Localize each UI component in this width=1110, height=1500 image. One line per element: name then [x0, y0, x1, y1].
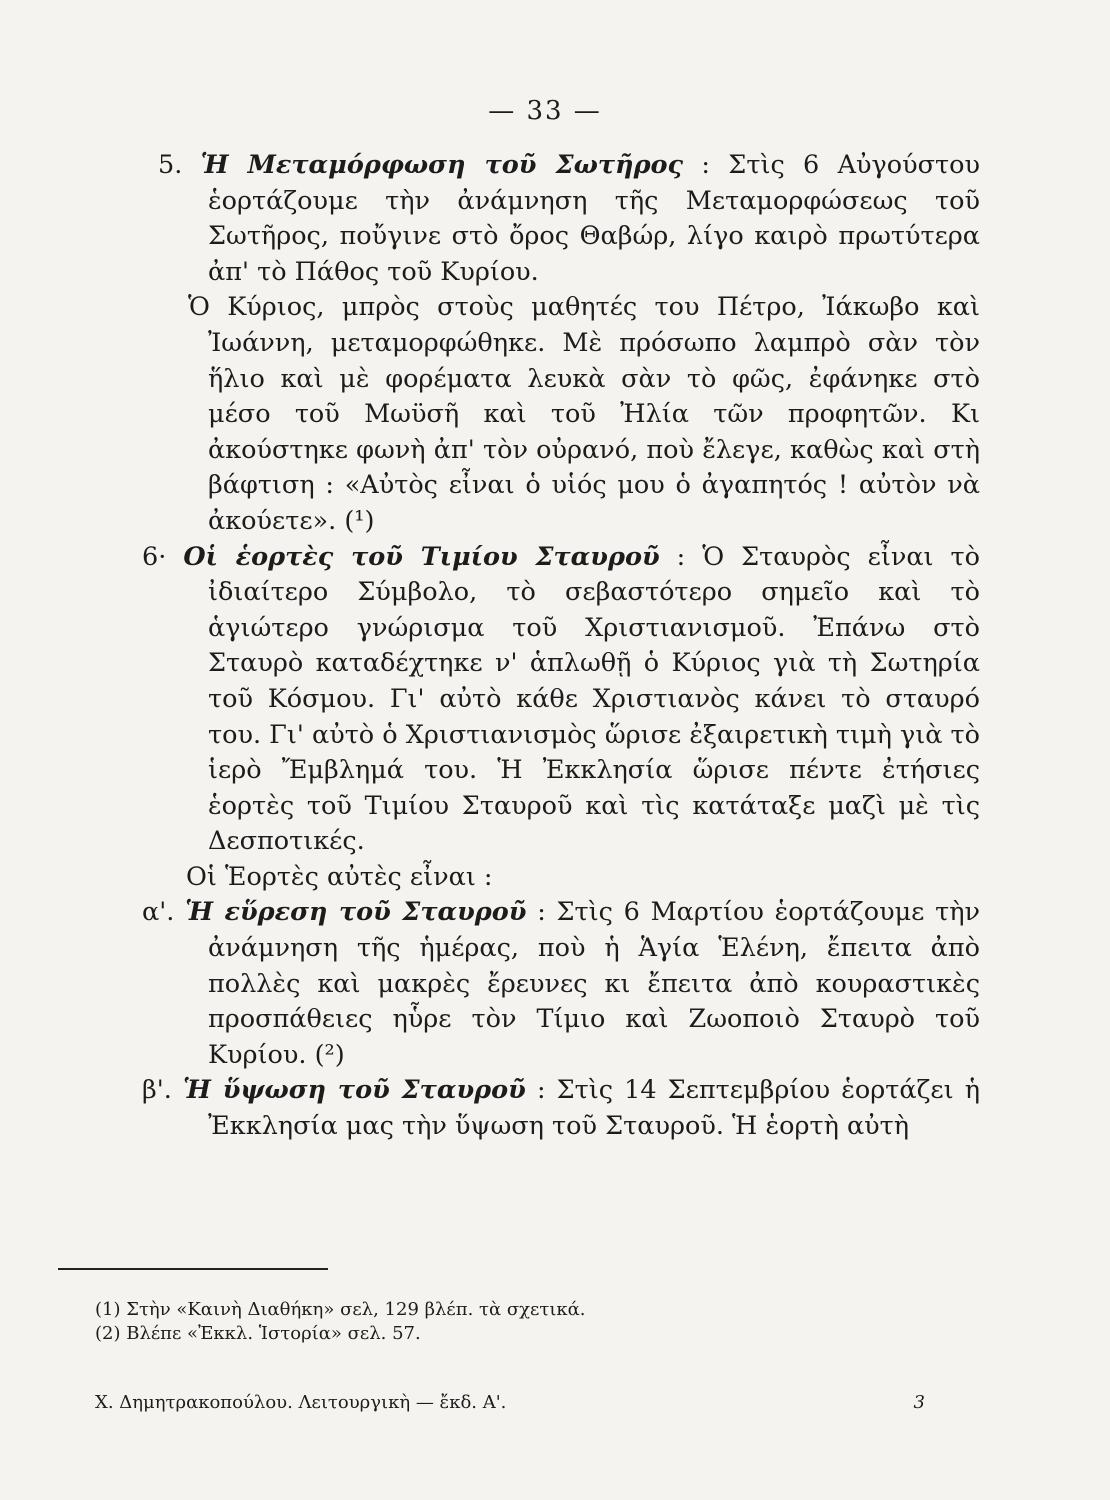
footnotes: [95, 1298, 895, 1346]
section-number: 6·: [142, 541, 167, 572]
page-number: — 33 —: [488, 96, 602, 126]
footnote-1: (1) Στὴν «Καινὴ Διαθήκη» σελ, 129 βλέπ. τὰ σχετικά.: [95, 1299, 586, 1320]
signature-text: Χ. Δημητρακοπούλου. Λειτουργικὴ — ἔκδ. Α'.: [95, 1392, 507, 1413]
section-b-paragraph: [142, 1073, 981, 1144]
section-number: α'.: [142, 897, 175, 928]
paragraph-text: : Ὁ Σταυρὸς εἶναι τὸ ἰδιαίτερο Σύμβολο, τὸ σεβαστότερο σημεῖο καὶ τὸ ἁγιώτερο γνώρισμα τοῦ Χριστιανισμοῦ. Ἐπάνω στὸ Σταυρὸ καταδέχτηκε ν' ἁπλωθῇ ὁ Κύριος γιὰ τὴ Σωτηρία τοῦ Κόσμου. Γι' αὐτὸ κάθε Χριστιανὸς κάνει τὸ σταυρό του. Γι' αὐτὸ ὁ Χριστιανισμὸς ὥρισε ἐξαιρετικὴ τιμὴ γιὰ τὸ ἱερὸ Ἔμβλημά του. Ἡ Ἐκκλησία ὥρισε πέντε ἐτήσιες ἑορτὲς τοῦ Τιμίου Σταυροῦ καὶ τὶς κατάταξε μαζὶ μὲ τὶς Δεσποτικές.: [208, 541, 980, 857]
footnote-2: (2) Βλέπε «Ἐκκλ. Ἱστορία» σελ. 57.: [95, 1323, 421, 1344]
transfiguration-paragraph: [150, 290, 980, 539]
section-a-paragraph: [142, 895, 980, 1073]
section-title: Ἡ ὕψωση τοῦ Σταυροῦ: [182, 1075, 526, 1106]
paragraph-text: : Στὶς 14 Σεπτεμβρίου ἑορτάζει ἡ Ἐκκλησία μας τὴν ὕψωση τοῦ Σταυροῦ. Ἡ ἑορτὴ αὐτὴ: [208, 1075, 981, 1142]
section-number: 5.: [158, 150, 183, 180]
footnote-divider: [58, 1268, 328, 1270]
section-6-paragraph: [142, 540, 980, 860]
section-title: Ἡ εὕρεση τοῦ Σταυροῦ: [185, 897, 527, 928]
paragraph-text: Οἱ Ἑορτὲς αὐτὲς εἶναι :: [186, 861, 493, 892]
main-text: [142, 148, 981, 1145]
paragraph-text: : Στὶς 6 Μαρτίου ἑορτάζουμε τὴν ἀνάμνηση τῆς ἡμέρας, ποὺ ἡ Ἁγία Ἑλένη, ἔπειτα ἀπὸ πολλὲς καὶ μακρὲς ἔρευνες κι ἔπειτα ἀπὸ κουραστικὲς προσπάθειες ηὗρε τὸν Τίμιο καὶ Ζωοποιὸ Σταυρὸ τοῦ Κυρίου. (²): [208, 897, 980, 1070]
printer-signature: [95, 1392, 925, 1413]
section-5-paragraph: [150, 148, 980, 290]
section-number: β'.: [142, 1075, 172, 1106]
signature-number: 3: [913, 1392, 925, 1413]
section-title: Ἡ Μεταμόρφωση τοῦ Σωτῆρος: [200, 150, 684, 180]
paragraph-text: : Στὶς 6 Αὐγούστου ἑορτάζουμε τὴν ἀνάμνηση τῆς Μεταμορφώσεως τοῦ Σωτῆρος, ποὔγινε στὸ ὄρος Θαβώρ, λίγο καιρὸ πρωτύτερα ἀπ' τὸ Πάθος τοῦ Κυρίου.: [208, 150, 980, 287]
feasts-intro-line: [150, 860, 980, 896]
paragraph-text: Ὁ Κύριος, μπρὸς στοὺς μαθητές του Πέτρο, Ἰάκωβο καὶ Ἰωάννη, μεταμορφώθηκε. Μὲ πρόσωπο λαμπρὸ σὰν τὸν ἥλιο καὶ μὲ φορέματα λευκὰ σὰν τὸ φῶς, ἐφάνηκε στὸ μέσο τοῦ Μωϋσῆ καὶ τοῦ Ἠλία τῶν προφητῶν. Κι ἀκούστηκε φωνὴ ἀπ' τὸν οὐρανό, ποὺ ἔλεγε, καθὼς καὶ στὴ βάφτιση : «Αὐτὸς εἶναι ὁ υἱός μου ὁ ἀγαπητός ! αὐτὸν νὰ ἀκούετε». (¹): [188, 292, 980, 536]
section-title: Οἱ ἑορτὲς τοῦ Τιμίου Σταυροῦ: [183, 541, 660, 572]
